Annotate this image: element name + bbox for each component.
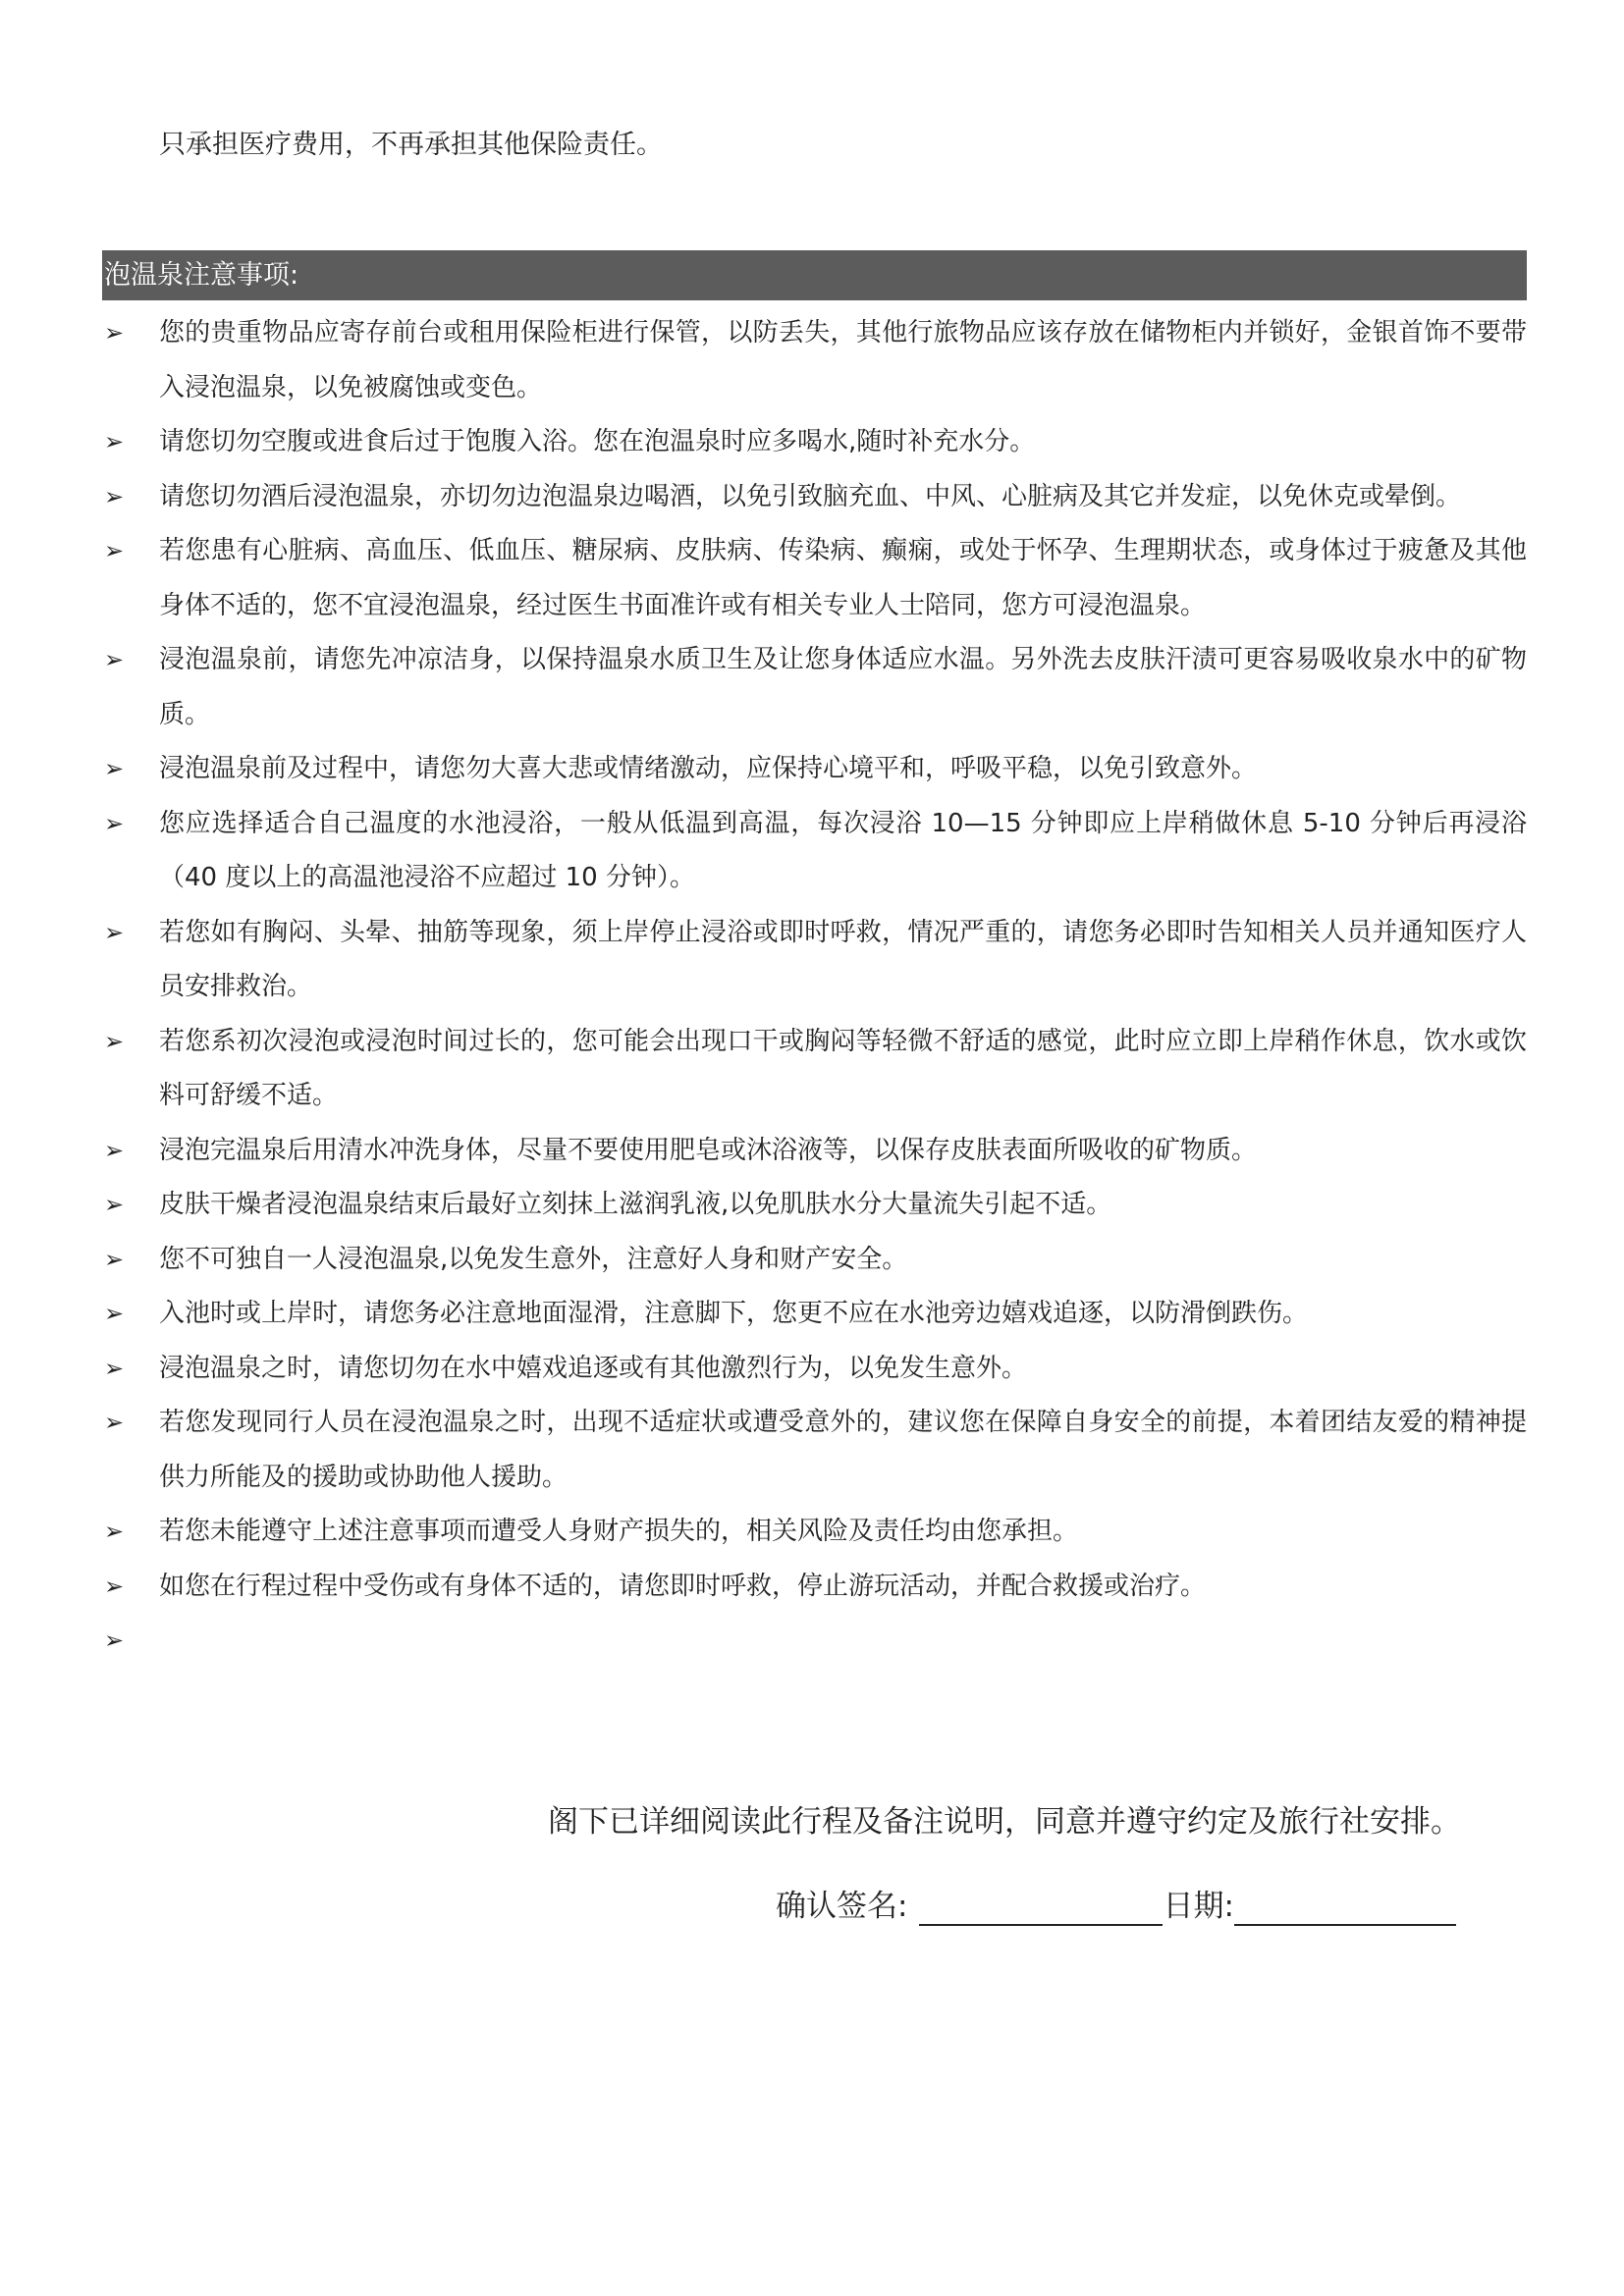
- list-item: [102, 1560, 1527, 1615]
- arrowhead-bullet-icon: ➢: [104, 1409, 125, 1436]
- list-item: [102, 306, 1527, 415]
- list-item: [102, 1396, 1527, 1505]
- confirmation-statement: 阁下已详细阅读此行程及备注说明，同意并遵守约定及旅行社安排。: [548, 1804, 1461, 1840]
- list-item: [102, 1287, 1527, 1342]
- note-text: 浸泡温泉前，请您先冲凉洁身，以保持温泉水质卫生及让您身体适应水温。另外洗去皮肤汗渍可更容易吸收泉水中的矿物质。: [159, 645, 1527, 729]
- note-text: 浸泡完温泉后用清水冲洗身体，尽量不要使用肥皂或沐浴液等，以保存皮肤表面所吸收的矿物质。: [159, 1135, 1258, 1165]
- section-header: [102, 250, 1527, 300]
- note-text: 浸泡温泉之时，请您切勿在水中嬉戏追逐或有其他激烈行为，以免发生意外。: [159, 1353, 1028, 1383]
- note-text: 浸泡温泉前及过程中，请您勿大喜大悲或情绪激动，应保持心境平和，呼吸平稳，以免引致意外。: [159, 754, 1258, 783]
- arrowhead-bullet-icon: ➢: [104, 1027, 125, 1055]
- note-text: 皮肤干燥者浸泡温泉结束后最好立刻抹上滋润乳液,以免肌肤水分大量流失引起不适。: [159, 1190, 1112, 1219]
- note-text: 请您切勿空腹或进食后过于饱腹入浴。您在泡温泉时应多喝水,随时补充水分。: [159, 427, 1036, 456]
- arrowhead-bullet-icon: ➢: [104, 1136, 125, 1164]
- arrowhead-bullet-icon: ➢: [104, 1627, 125, 1654]
- arrowhead-bullet-icon: ➢: [104, 755, 125, 782]
- list-item: [102, 524, 1527, 633]
- signature-label: 确认签名:: [776, 1889, 908, 1924]
- arrowhead-bullet-icon: ➢: [104, 1572, 125, 1600]
- arrowhead-bullet-icon: ➢: [104, 918, 125, 946]
- arrowhead-bullet-icon: ➢: [104, 1300, 125, 1327]
- list-item: [102, 797, 1527, 906]
- signature-row: [776, 1885, 1456, 1934]
- note-text: 如您在行程过程中受伤或有身体不适的，请您即时呼救，停止游玩活动，并配合救援或治疗。: [159, 1571, 1207, 1601]
- arrowhead-bullet-icon: ➢: [104, 319, 125, 347]
- arrowhead-bullet-icon: ➢: [104, 428, 125, 455]
- list-item: [102, 1505, 1527, 1560]
- list-item: [102, 1178, 1527, 1233]
- note-text: 若您如有胸闷、头晕、抽筋等现象，须上岸停止浸浴或即时呼救，情况严重的，请您务必即时告知相关人员并通知医疗人员安排救治。: [159, 917, 1527, 1001]
- arrowhead-bullet-icon: ➢: [104, 1191, 125, 1218]
- arrowhead-bullet-icon: ➢: [104, 1245, 125, 1273]
- signature-field[interactable]: [919, 1885, 1163, 1926]
- arrowhead-bullet-icon: ➢: [104, 1354, 125, 1382]
- note-text: [159, 1614, 1527, 1669]
- arrowhead-bullet-icon: ➢: [104, 482, 125, 510]
- date-field[interactable]: [1234, 1885, 1456, 1926]
- note-text: 若您发现同行人员在浸泡温泉之时，出现不适症状或遭受意外的，建议您在保障自身安全的前提，本着团结友爱的精神提供力所能及的援助或协助他人援助。: [159, 1408, 1527, 1492]
- note-text: 请您切勿酒后浸泡温泉，亦切勿边泡温泉边喝酒，以免引致脑充血、中风、心脏病及其它并发症，以免休克或晕倒。: [159, 481, 1462, 511]
- section-title: 泡温泉注意事项:: [104, 260, 299, 291]
- list-item: [102, 1614, 1527, 1669]
- list-item: [102, 633, 1527, 742]
- list-item: [102, 1342, 1527, 1397]
- arrowhead-bullet-icon: ➢: [104, 809, 125, 837]
- note-text: 入池时或上岸时，请您务必注意地面湿滑，注意脚下，您更不应在水池旁边嬉戏追逐，以防滑倒跌伤。: [159, 1299, 1309, 1328]
- list-item: [102, 415, 1527, 470]
- list-item: [102, 1015, 1527, 1124]
- intro-text: 只承担医疗费用，不再承担其他保险责任。: [159, 130, 663, 160]
- arrowhead-bullet-icon: ➢: [104, 646, 125, 673]
- note-text: 您不可独自一人浸泡温泉,以免发生意外，注意好人身和财产安全。: [159, 1244, 908, 1274]
- list-item: [102, 1124, 1527, 1179]
- notes-list: [102, 306, 1527, 1669]
- arrowhead-bullet-icon: ➢: [104, 537, 125, 564]
- arrowhead-bullet-icon: ➢: [104, 1518, 125, 1545]
- list-item: [102, 470, 1527, 525]
- note-text: 若您未能遵守上述注意事项而遭受人身财产损失的，相关风险及责任均由您承担。: [159, 1517, 1079, 1546]
- list-item: [102, 906, 1527, 1015]
- note-text: 您的贵重物品应寄存前台或租用保险柜进行保管，以防丢失，其他行旅物品应该存放在储物柜内并锁好，金银首饰不要带入浸泡温泉，以免被腐蚀或变色。: [159, 318, 1527, 402]
- note-text: 您应选择适合自己温度的水池浸浴，一般从低温到高温，每次浸浴 10—15 分钟即应上岸稍做休息 5-10 分钟后再浸浴（40 度以上的高温池浸浴不应超过 10 分钟）。: [159, 808, 1527, 892]
- note-text: 若您系初次浸泡或浸泡时间过长的，您可能会出现口干或胸闷等轻微不舒适的感觉，此时应立即上岸稍作休息，饮水或饮料可舒缓不适。: [159, 1026, 1527, 1110]
- date-label: 日期:: [1163, 1889, 1234, 1924]
- list-item: [102, 1233, 1527, 1288]
- note-text: 若您患有心脏病、高血压、低血压、糖尿病、皮肤病、传染病、癫痫，或处于怀孕、生理期状态，或身体过于疲惫及其他身体不适的，您不宜浸泡温泉，经过医生书面准许或有相关专业人士陪同，您方可浸泡温泉。: [159, 536, 1527, 620]
- list-item: [102, 742, 1527, 797]
